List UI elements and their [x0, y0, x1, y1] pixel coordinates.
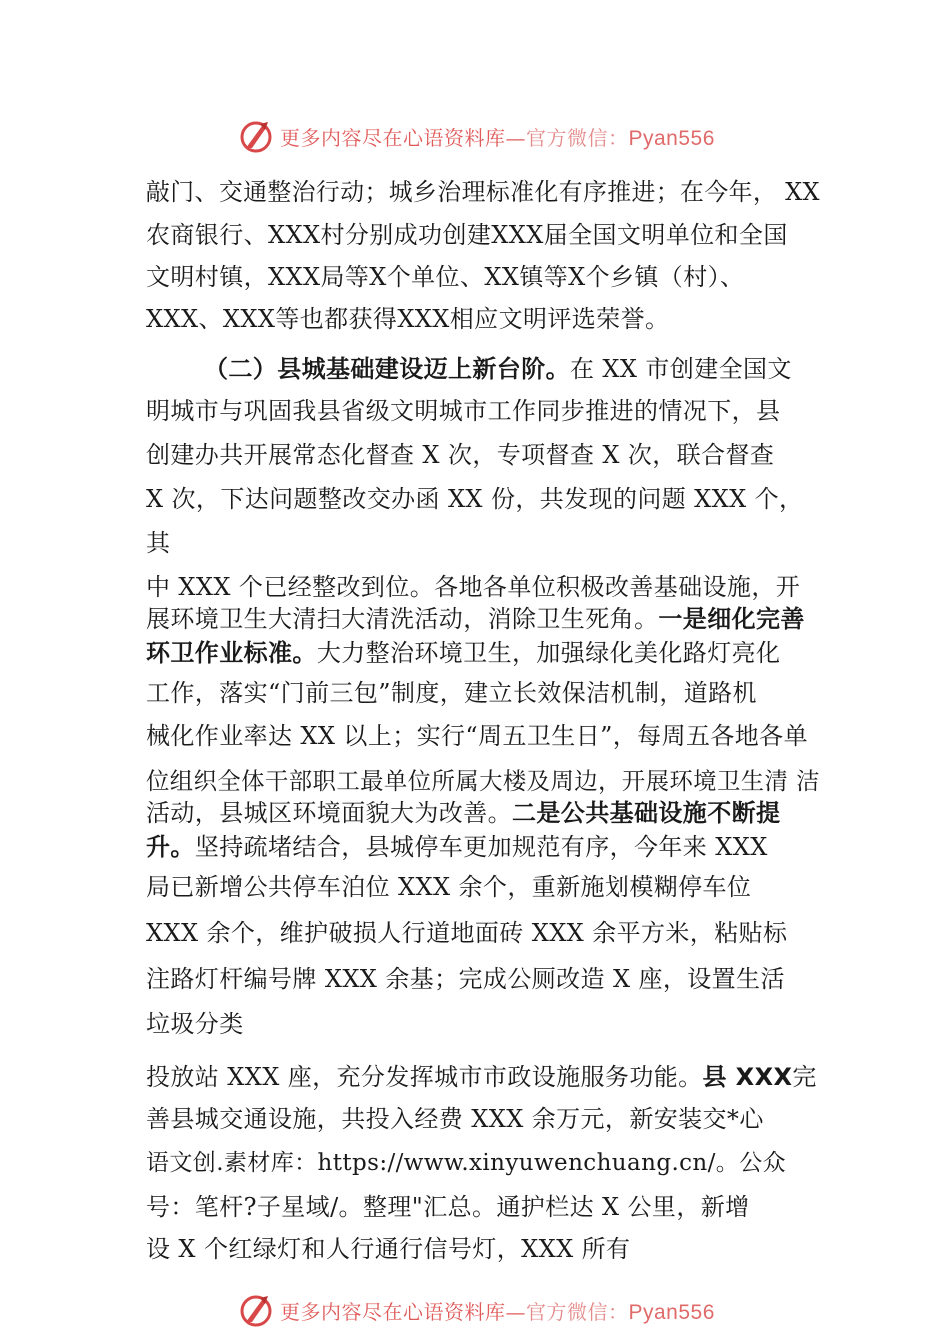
banner-dash: — — [505, 125, 526, 150]
text-line: 农商银行、XXX村分别成功创建XXX届全国文明单位和全国 — [146, 221, 788, 249]
text-line: 工作，落实“门前三包”制度，建立长效保洁机制，道路机 — [146, 679, 757, 707]
text-line: 号：笔杆?子星域/。整理"汇总。通护栏达 X 公里，新增 — [146, 1193, 750, 1221]
text-line: 设 X 个红绿灯和人行通行信号灯，XXX 所有 — [146, 1235, 631, 1263]
text-line: 文明村镇，XXX局等X个单位、XX镇等X个乡镇（村）、 — [146, 263, 745, 291]
text-line: XXX、XXX等也都获得XXX相应文明评选荣誉。 — [146, 305, 670, 333]
text-line — [146, 1062, 817, 1092]
text-line: 注路灯杆编号牌 XXX 余基；完成公厕改造 X 座，设置生活 — [146, 965, 785, 993]
banner-wechat-label: 官方微信： — [526, 125, 629, 150]
quill-circle-logo-icon — [238, 118, 274, 154]
banner-wechat-label: 官方微信： — [526, 1299, 629, 1324]
banner-site: 更多内容尽在心语资料库 — [280, 1299, 506, 1324]
text-line: 械化作业率达 XX 以上；实行“周五卫生日”，每周五各地各单 — [146, 722, 808, 750]
header-watermark-banner — [238, 116, 798, 156]
text-span: 在 XX 市创建全国文 — [570, 355, 792, 383]
text-line: 位组织全体干部职工最单位所属大楼及周边，开展环境卫生清 洁 — [146, 767, 820, 795]
bold-phrase: 二是公共基础设施不断提 — [512, 799, 781, 827]
bold-phrase: 升。 — [146, 833, 195, 861]
section-heading: （二）县城基础建设迈上新台阶。 — [204, 355, 570, 383]
text-line: 创建办共开展常态化督查 X 次，专项督查 X 次，联合督查 — [146, 441, 775, 469]
text-span: 坚持疏堵结合，县城停车更加规范有序，今年来 XXX — [194, 833, 768, 861]
bold-phrase: 一是细化完善 — [658, 605, 805, 633]
bold-phrase: 县 XXX — [702, 1063, 793, 1091]
banner-dash: — — [505, 1299, 526, 1324]
banner-wechat-id: Pyan556 — [628, 1300, 715, 1324]
text-line: 局已新增公共停车泊位 XXX 余个，重新施划模糊停车位 — [146, 873, 752, 901]
text-line: 垃圾分类 — [146, 1010, 244, 1038]
text-span: 完 — [792, 1063, 817, 1091]
text-line: XXX 余个，维护破损人行道地面砖 XXX 余平方米，粘贴标 — [146, 919, 788, 947]
text-line — [146, 798, 780, 828]
footer-watermark-banner — [238, 1290, 798, 1330]
text-span: 大力整治环境卫生，加强绿化美化路灯亮化 — [316, 639, 781, 667]
text-line: 其 — [146, 529, 171, 557]
text-line — [146, 832, 768, 862]
text-line: 语文创.素材库：https://www.xinyuwenchuang.cn/。公众 — [146, 1150, 786, 1176]
banner-site: 更多内容尽在心语资料库 — [280, 125, 506, 150]
text-line: 敲门、交通整治行动；城乡治理标准化有序推进；在今年， XX — [146, 178, 820, 206]
banner-text — [280, 1296, 715, 1325]
banner-wechat-id: Pyan556 — [628, 126, 715, 150]
text-line: 善县城交通设施，共投入经费 XXX 余万元，新安装交*心 — [146, 1105, 764, 1133]
text-line: X 次，下达问题整改交办函 XX 份，共发现的问题 XXX 个， — [146, 485, 804, 513]
text-line — [146, 604, 805, 634]
text-span: 活动，县城区环境面貌大为改善。 — [146, 799, 512, 827]
text-span: 投放站 XXX 座，充分发挥城市市政设施服务功能。 — [146, 1063, 703, 1091]
text-span: 展环境卫生大清扫大清洗活动，消除卫生死角。 — [146, 605, 659, 633]
quill-circle-logo-icon — [238, 1292, 274, 1328]
banner-text — [280, 122, 715, 151]
text-line: 明城市与巩固我县省级文明城市工作同步推进的情况下，县 — [146, 397, 781, 425]
text-line — [146, 638, 780, 668]
bold-phrase: 环卫作业标准。 — [146, 639, 317, 667]
text-line: 中 XXX 个已经整改到位。各地各单位积极改善基础设施，开 — [146, 573, 801, 601]
text-line — [204, 354, 792, 384]
